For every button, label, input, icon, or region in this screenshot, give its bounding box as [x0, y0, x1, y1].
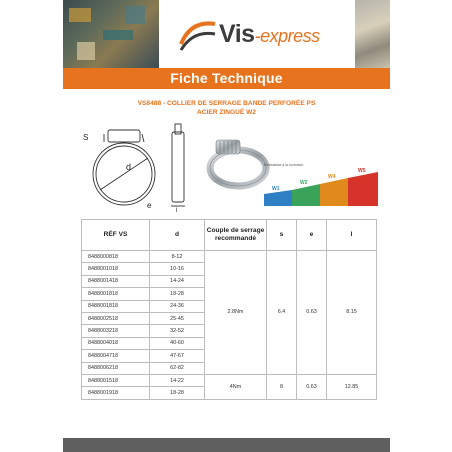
- table-header-row: [82, 220, 377, 251]
- cell-d: 18-28: [150, 387, 205, 399]
- footer-bar: [63, 438, 390, 452]
- cell-e: 0.63: [297, 251, 327, 375]
- cell-ref: 8488003218: [82, 325, 150, 337]
- corrosion-class-chart: [262, 160, 382, 210]
- banner-title: Fiche Technique: [170, 70, 283, 86]
- class-label-w4: W4: [328, 174, 336, 180]
- header-banner: [63, 0, 390, 89]
- class-label-w1: W1: [272, 186, 280, 192]
- cell-d: 8-12: [150, 251, 205, 263]
- cell-ref: 8488001418: [82, 275, 150, 287]
- logo-suffix: -express: [254, 26, 320, 46]
- tools-photo: [63, 0, 159, 68]
- cell-e: 0.63: [297, 374, 327, 399]
- class-bar-w5: [348, 172, 378, 206]
- cell-couple: 4Nm: [205, 374, 267, 399]
- cell-d: 14-22: [150, 374, 205, 386]
- cell-ref: 8488000818: [82, 251, 150, 263]
- table-row: [82, 374, 377, 386]
- header-d: d: [150, 220, 205, 251]
- cell-s: 8: [267, 374, 297, 399]
- logo-name: Vis: [219, 20, 255, 48]
- cell-d: 14-24: [150, 275, 205, 287]
- logo-swoosh-icon: [177, 14, 217, 54]
- cell-d: 40-60: [150, 337, 205, 349]
- screws-photo: [355, 0, 390, 68]
- label-l: l: [176, 208, 178, 212]
- cell-l: 8.15: [327, 251, 377, 375]
- header-e: e: [297, 220, 327, 251]
- logo-text: [219, 20, 320, 49]
- cell-d: 32-52: [150, 325, 205, 337]
- cell-l: 12.85: [327, 374, 377, 399]
- cell-ref: 8488001518: [82, 374, 150, 386]
- technical-drawing: [78, 120, 198, 212]
- header-s: s: [267, 220, 297, 251]
- cell-d: 10-16: [150, 263, 205, 275]
- cell-ref: 8488001018: [82, 263, 150, 275]
- table-row: [82, 251, 377, 263]
- header-l: l: [327, 220, 377, 251]
- cell-ref: 8488001918: [82, 387, 150, 399]
- header-ref: RÉF VS: [82, 220, 150, 251]
- class-bar-w2: [292, 184, 320, 206]
- header-couple: Couple de serrage recommandé: [205, 220, 267, 251]
- document-title: [63, 99, 390, 117]
- class-label-w5: W5: [358, 168, 366, 174]
- class-bar-w1: [264, 190, 292, 206]
- cell-ref: 8488006218: [82, 362, 150, 374]
- class-label-w2: W2: [300, 180, 308, 186]
- spec-table: [81, 219, 377, 400]
- cell-d: 47-67: [150, 350, 205, 362]
- label-e: e: [147, 201, 152, 210]
- label-d: d: [126, 162, 132, 172]
- cell-d: 25-45: [150, 312, 205, 324]
- logo: [159, 0, 355, 68]
- cell-ref: 8488004718: [82, 350, 150, 362]
- class-chart-caption: Résistance à la corrosion: [264, 163, 304, 167]
- cell-ref: 8488001818: [82, 288, 150, 300]
- document-title-line2: ACIER ZINGUÉ W2: [197, 109, 256, 116]
- cell-d: 24-36: [150, 300, 205, 312]
- cell-d: 18-28: [150, 288, 205, 300]
- label-s: S: [83, 133, 89, 142]
- class-bar-w4: [320, 178, 348, 206]
- cell-s: 6.4: [267, 251, 297, 375]
- cell-ref: 8488004018: [82, 337, 150, 349]
- cell-d: 62-82: [150, 362, 205, 374]
- cell-ref: 8488001818: [82, 300, 150, 312]
- document-title-line1: VS8488 - COLLIER DE SERRAGE BANDE PERFORÉE PS: [137, 100, 316, 107]
- cell-couple: 2.8Nm: [205, 251, 267, 375]
- cell-ref: 8488002518: [82, 312, 150, 324]
